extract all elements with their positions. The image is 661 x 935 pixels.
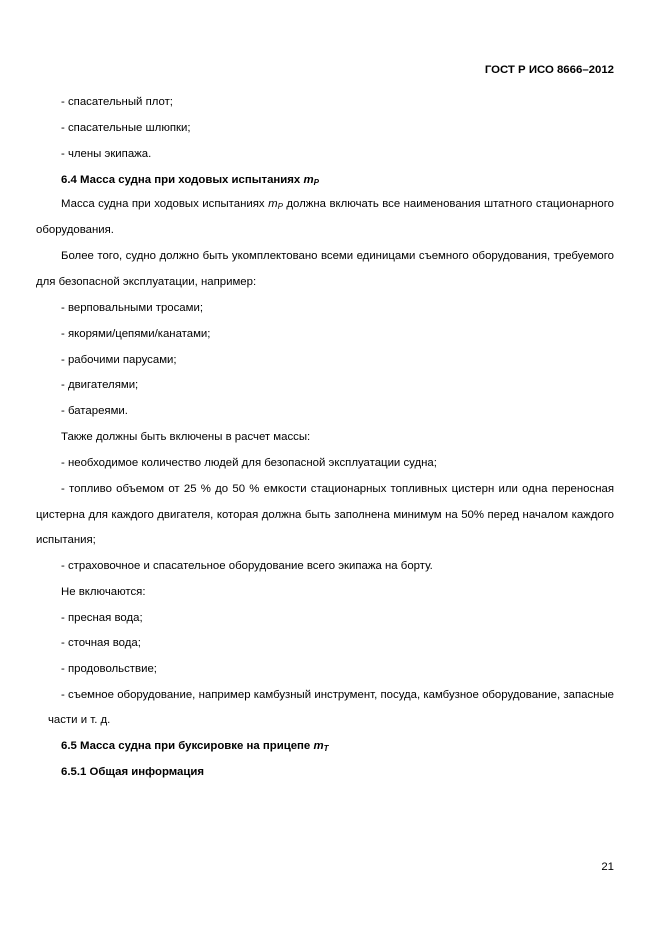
section-heading-6-5-1: 6.5.1 Общая информация (61, 766, 205, 778)
paragraph-line: части и т. д. (48, 714, 111, 726)
paragraph-line: Также должны быть включены в расчет массы: (61, 431, 311, 443)
mass-symbol-subscript: T (323, 744, 329, 753)
section-heading-6-4 (61, 173, 319, 190)
list-item: - съемное оборудование, например камбузный инструмент, посуда, камбузное оборудование, запасные (61, 689, 614, 701)
paragraph-line: цистерна для каждого двигателя, которая должна быть заполнена минимум на 50% перед началом каждого (36, 509, 614, 521)
paragraph-line: для безопасной эксплуатации, например: (36, 276, 257, 288)
page-number: 21 (601, 861, 614, 873)
document-code-header: ГОСТ Р ИСО 8666–2012 (484, 64, 614, 76)
list-item: - верповальными тросами; (61, 302, 204, 314)
list-item: - рабочими парусами; (61, 354, 177, 366)
mass-symbol-subscript: P (313, 178, 319, 187)
section-heading-text: 6.5 Масса судна при буксировке на прицепе (61, 740, 314, 752)
paragraph-text: Масса судна при ходовых испытаниях (61, 198, 269, 210)
list-item: - пресная вода; (61, 612, 143, 624)
list-item: - батареями. (61, 405, 128, 417)
list-item: - члены экипажа. (61, 148, 152, 160)
mass-symbol: m (268, 198, 278, 210)
paragraph-line: испытания; (36, 534, 96, 546)
list-item: - спасательные шлюпки; (61, 122, 191, 134)
section-heading-text: 6.4 Масса судна при ходовых испытаниях (61, 174, 304, 186)
paragraph-line: Не включаются: (61, 586, 146, 598)
list-item: - сточная вода; (61, 637, 141, 649)
mass-symbol: m (303, 174, 314, 186)
list-item: - страховочное и спасательное оборудование всего экипажа на борту. (61, 560, 433, 572)
list-item: - якорями/цепями/канатами; (61, 328, 211, 340)
list-item: - двигателями; (61, 379, 139, 391)
list-item: - продовольствие; (61, 663, 157, 675)
mass-symbol: m (313, 740, 324, 752)
paragraph-line: Более того, судно должно быть укомплектовано всеми единицами съемного оборудования, требуемого (61, 250, 614, 262)
list-item: - необходимое количество людей для безопасной эксплуатации судна; (61, 457, 437, 469)
paragraph-line (36, 197, 614, 214)
list-item: - спасательный плот; (61, 96, 173, 108)
paragraph-text: должна включать все наименования штатного стационарного (282, 198, 614, 210)
list-item: - топливо объемом от 25 % до 50 % емкости стационарных топливных цистерн или одна переносная (61, 483, 614, 495)
mass-symbol-subscript: P (277, 202, 283, 211)
section-heading-6-5 (61, 739, 328, 756)
paragraph-line: оборудования. (36, 224, 114, 236)
